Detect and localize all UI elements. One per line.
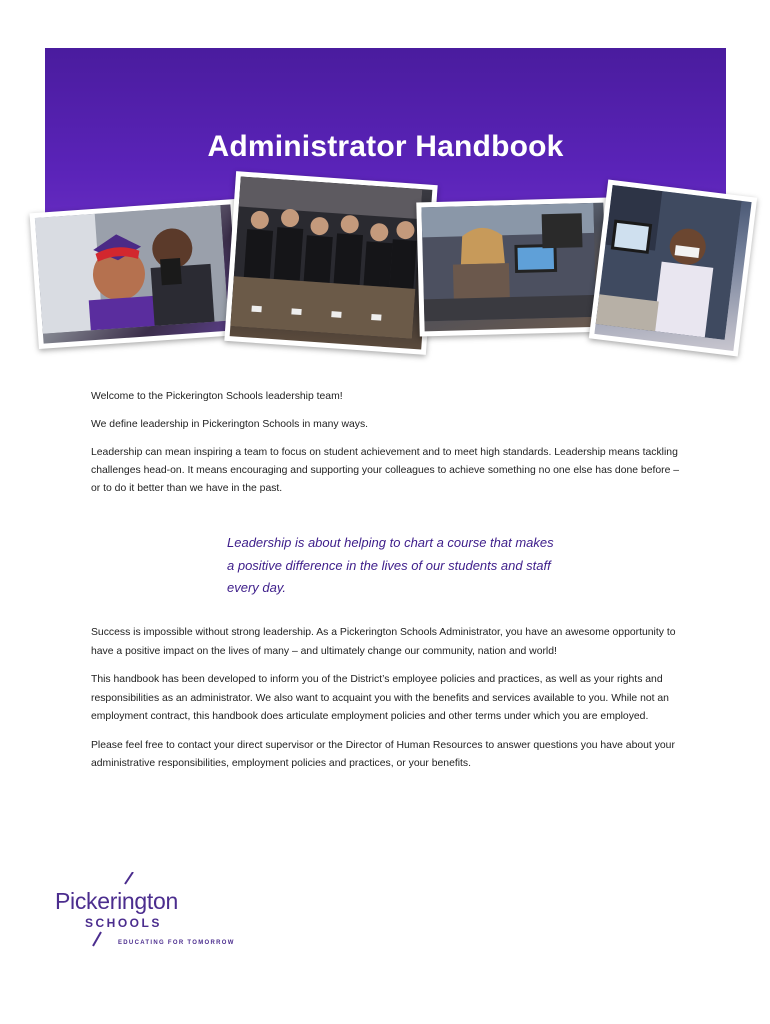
photo-student-tablet [589,179,757,356]
contact-paragraph: Please feel free to contact your direct supervisor or the Director of Human Resources to answer questions you have about your administrative responsibilities, employment policies and practices, or your benefits. [91,739,675,769]
logo-name: Pickerington [55,888,178,914]
logo-schools: SCHOOLS [85,916,162,930]
welcome-paragraph: Welcome to the Pickerington Schools leadership team! [91,391,343,402]
photo-student-group [224,171,437,355]
handbook-paragraph: This handbook has been developed to inform you of the District’s employee policies and practices, as well as your rights and responsibilities as an administrator. We also want to acquaint you with the benefits and services available to you. While not an employment contract, this handbook does articulate employment policies and other terms under which you are employed. [91,674,669,722]
photo-graduate-celebrating [30,199,245,349]
success-paragraph: Success is impossible without strong leadership. As a Pickerington Schools Administrator, you have an awesome opportunity to have a positive impact on the lives of many – and ultimately change our community, nation and world! [91,627,676,657]
body-text [91,624,691,784]
pickerington-logo [55,872,235,952]
document-title: Administrator Handbook [207,130,564,163]
photo-classroom-laptops [416,198,611,337]
define-paragraph: We define leadership in Pickerington Schools in many ways. [91,419,369,430]
leadership-paragraph: Leadership can mean inspiring a team to focus on student achievement and to meet high standards. Leadership means tackling challenges head-on. It means encouraging and supporting your colleagues to achieve something no one else has done before – or to do it better than we have in the past. [91,447,680,494]
pull-quote: Leadership is about helping to chart a course that makes a positive difference in the lives of our students and staff every day. [227,535,554,595]
logo-tagline: EDUCATING FOR TOMORROW [118,940,235,946]
intro-text [91,388,691,508]
